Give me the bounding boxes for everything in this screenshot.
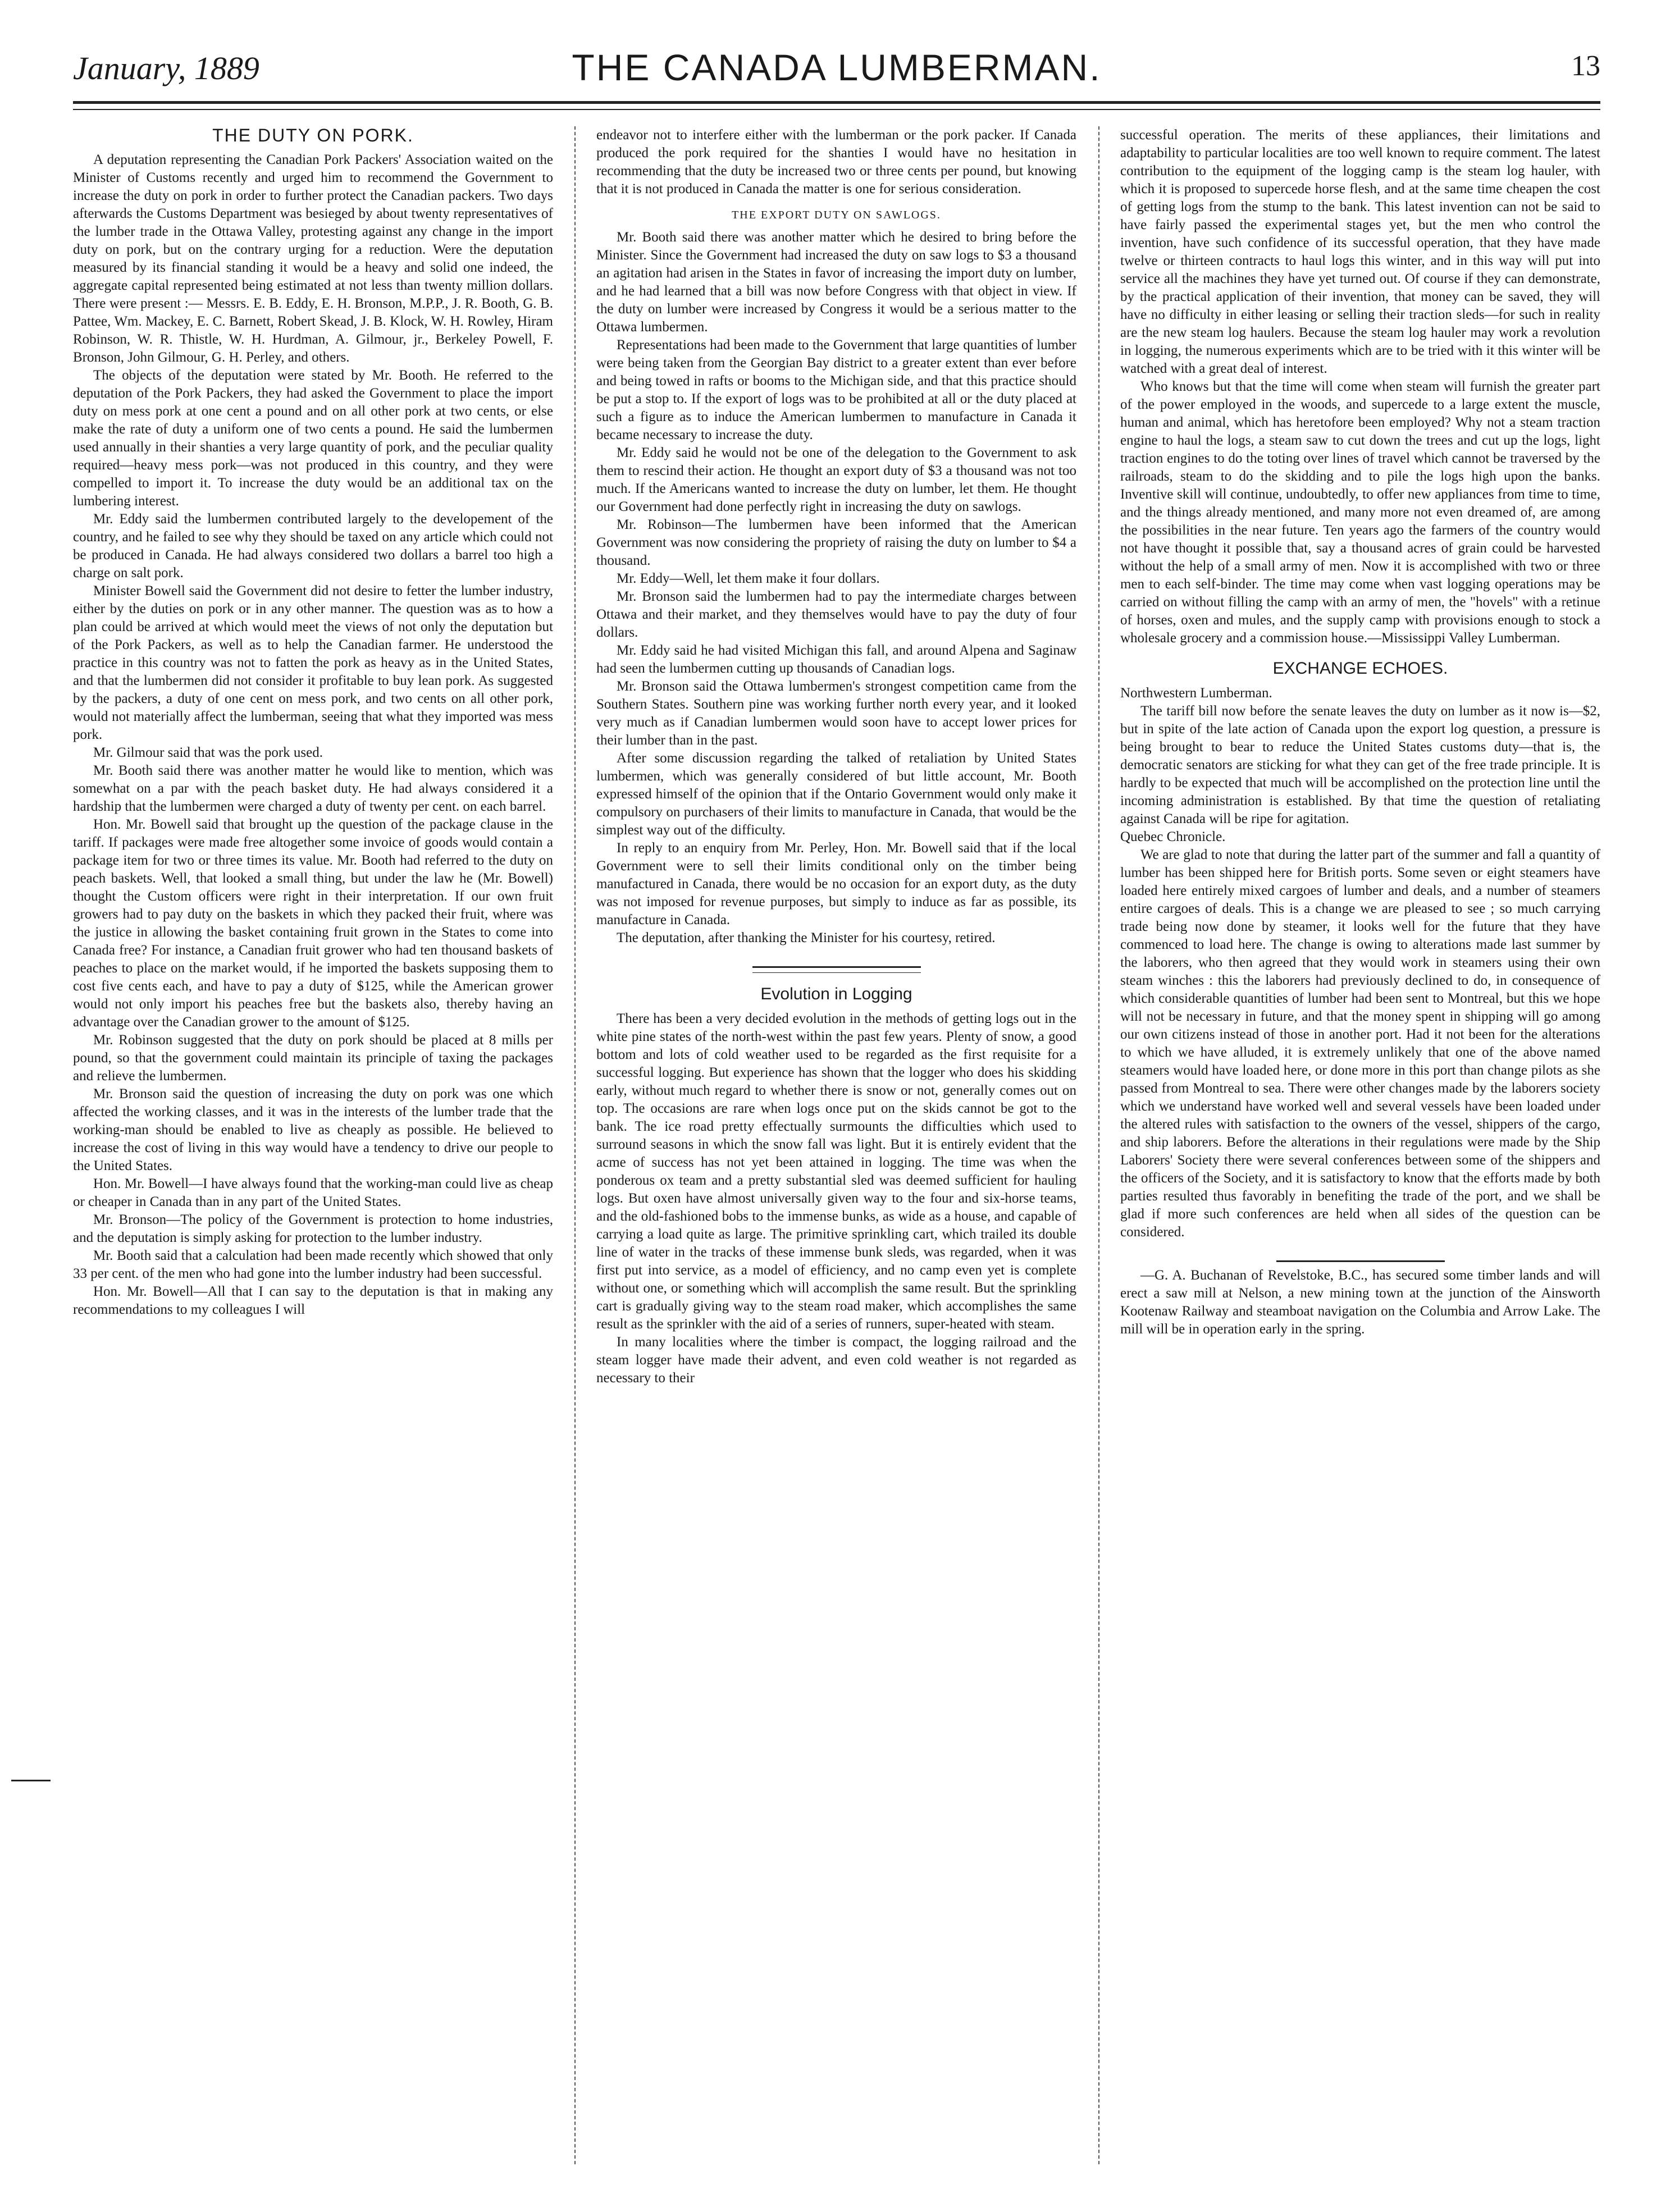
paragraph: Who knows but that the time will come when steam will furnish the greater part of the power employed in the woods, and supercede to a large extent the muscle, human and animal, which has heretofore been employed? Why not a steam traction engine to haul the logs, a steam saw to cut down the trees and cut up the logs, light traction engines to do the toting over lines of travel which cannot be traversed by the railroads, steam to do the skidding and to pile the logs high upon the banks. Inventive skill will continue, undoubtedly, to offer new appliances from time to time, and the things already mentioned, and many more not even dreamed of, are among the possibilities in the near future. Ten years ago the farmers of the country would not have thought it possible that, say a thousand acres of grain could be harvested without the help of a small army of men. Now it is accomplished with two or three men to each self-binder. The time may come when vast logging operations may be carried on without filling the camp with an army of men, the "hovels" with a retinue of horses, oxen and mules, and the supply camp with provisions enough to stock a wholesale grocery and a commission house.—Mississippi Valley Lumberman. (1120, 379, 1600, 646)
paragraph: Mr. Eddy said the lumbermen contributed largely to the developement of the country, and he failed to see why they should be taxed on any article which could not be produced in Canada. He had always considered two dollars a barrel too high a charge on salt pork. (73, 511, 553, 581)
column-separator (1098, 126, 1099, 2164)
paragraph: The objects of the deputation were stated by Mr. Booth. He referred to the deputation of the Pork Packers, they had asked the Government to place the import duty on mess pork at one cent a pound and on all other pork at two cents, or else make the rate of duty a uniform one of two cents a pound. He said the lumbermen used annually in their shanties a very large quantity of pork, and the peculiar quality required—heavy mess pork—was not produced in this country, and they were compelled to import it. To increase the duty would be an additional tax on the lumbering interest. (73, 368, 553, 509)
paragraph: Mr. Eddy said he would not be one of the delegation to the Government to ask them to rescind their action. He thought an export duty of $3 a thousand was not too much. If the Americans wanted to increase the duty on lumber, let them. He thought our Government had done perfectly right in increasing the duty on sawlogs. (596, 445, 1076, 514)
paragraph: Mr. Bronson said the Ottawa lumbermen's strongest competition came from the Southern States. Southern pine was working further north every year, and it looked very much as if Canadian lumbermen would soon have to accept lower prices for their lumber than in the past. (596, 679, 1076, 748)
column-1 (73, 126, 553, 2170)
article-heading-exchange-echoes: EXCHANGE ECHOES. (1272, 659, 1448, 678)
paragraph: Hon. Mr. Bowell—I have always found that the working-man could live as cheap or cheaper in Canada than in any part of the United States. (73, 1176, 553, 1209)
paragraph: Mr. Bronson said the lumbermen had to pay the intermediate charges between Ottawa and their market, and they themselves would have to pay the duty of four dollars. (596, 589, 1076, 640)
paragraph: We are glad to note that during the latter part of the summer and fall a quantity of lumber has been shipped here for British ports. Some seven or eight steamers have loaded here entirely mixed cargoes of lumber and deals, and a number of steamers entire cargoes of deals. This is a change we are pleased to see ; so much carrying trade being now done by steamer, it looks well for the future that they have commenced to load here. The change is owing to alterations made last summer by the laborers, who then agreed that they would work in steamers using their own steam winches : this the laborers had previously declined to do, in consequence of which considerable quantities of lumber had been sent to Montreal, but this we hope will not be necessary in future, and that the money spent in shipping will go among our own citizens instead of those in another port. Had it not been for the alterations to which we have alluded, it is extremely unlikely that one of the above named steamers would have loaded here, or done more in this port than change pilots as she passed from Montreal to sea. There were other changes made by the laborers society which we understand have worked well and several vessels have been loaded under the altered rules with satisfaction to the owners of the vessel, shippers of the cargo, and ship laborers. Before the alterations in their regulations were made by the Ship Laborers' Society there were several conferences between some of the shippers and the officers of the Society, and it is satisfactory to know that the efforts made by both parties resulted thus favorably in benefiting the trade of the port, and we shall be glad if more such conferences are held when all sides of the question can be considered. (1120, 847, 1600, 1240)
paragraph: Hon. Mr. Bowell said that brought up the question of the package clause in the tariff. If packages were made free altogether some invoice of goods would contain a package item for two or three times its value. Mr. Booth had referred to the duty on peach baskets. Well, that looked a small thing, but under the law he (Mr. Bowell) thought the Custom officers were right in their interpretation. If our own fruit growers had to pay duty on the baskets in which they packed their fruit, where was the justice in allowing the basket containing fruit grown in the States to come into Canada free? For instance, a Canadian fruit grower who had ten thousand baskets of peaches to place on the market would, if he imported the baskets supposing them to cost five cents each, and have to pay a duty of $125, while the American grower would not only import his peaches free but the baskets also, thereby having an advantage over the Canadian grower to the amount of $125. (73, 817, 553, 1030)
paragraph: Mr. Gilmour said that was the pork used. (93, 745, 323, 760)
news-note: —G. A. Buchanan of Revelstoke, B.C., has secured some timber lands and will erect a saw mill at Nelson, a new mining town at the junction of the Ainsworth Kootenaw Railway and steamboat navigation on the Columbia and Arrow Lake. The mill will be in operation early in the spring. (1120, 1268, 1600, 1337)
issue-date: January, 1889 (73, 50, 259, 86)
section-rule (752, 966, 921, 968)
masthead-rule-thin (73, 109, 1600, 110)
paragraph: Mr. Booth said that a calculation had been made recently which showed that only 33 per cent. of the men who had gone into the lumber industry had been successful. (73, 1248, 553, 1281)
section-rule (1276, 1260, 1445, 1262)
paragraph: Minister Bowell said the Government did not desire to fetter the lumber industry, either by the duties on pork or in any other manner. The question was as to how a plan could be arrived at which would meet the views of not only the deputation but of the Pork Packers, as well as to help the Canadian farmer. He understood the practice in this country was not to fatten the pork as heavy as in the United States, and that the lumbermen did not consider it profitable to buy lean pork. As suggested by the packers, a duty of one cent on mess pork, and two cents on all other pork, would not materially affect the lumberman, seeing that what they imported was mess pork. (73, 583, 553, 742)
masthead-rule-thick (73, 101, 1600, 104)
paragraph: Mr. Robinson—The lumbermen have been informed that the American Government was now considering the propriety of raising the duty on lumber to $4 a thousand. (596, 517, 1076, 568)
paragraph-continued: successful operation. The merits of these appliances, their limitations and adaptability to particular localities are too well known to require comment. The latest contribution to the equipment of the logging camp is the steam log hauler, with which it is proposed to supercede horse flesh, and at the same time cheapen the cost of getting logs from the stump to the bank. This latest invention can not be said to have fairly passed the experimental stages yet, but the men who control the invention, have such confidence of its successful operation, that they have made twelve or thirteen contracts to haul logs this winter, and in this way will put into service all the machines they have yet turned out. Of course if they can demonstrate, by the practical application of their invention, that money can be saved, they will have no difficulty in either leasing or selling their traction sleds—for such in reality are the new steam log haulers. Because the steam log hauler may work a revolution in logging, the numerous experiments which are to be tried with it this winter will be watched with a great deal of interest. (1120, 127, 1600, 376)
paragraph: Mr. Bronson said the question of increasing the duty on pork was one which affected the working classes, and it was in the interests of the lumber trade that the working-man should be enabled to live as cheaply as possible. He believed to increase the cost of living in this way would have a tendency to drive our people to the United States. (73, 1086, 553, 1173)
paragraph: Mr. Booth said there was another matter he would like to mention, which was somewhat on a par with the peach basket duty. He had always considered it a hardship that the lumbermen were charged a duty of twenty per cent. on each barrel. (73, 763, 553, 814)
paragraph: After some discussion regarding the talked of retaliation by United States lumbermen, which was generally considered of but little account, Mr. Booth expressed himself of the opinion that if the Ontario Government would only make it compulsory on purchasers of their limits to manufacture in Canada, that would be the simplest way out of the difficulty. (596, 751, 1076, 838)
column-3 (1120, 126, 1600, 2170)
section-rule (752, 972, 921, 973)
paragraph: A deputation representing the Canadian Pork Packers' Association waited on the Minister of Customs recently and urged him to recommend the Government to increase the duty on pork in order to further protect the Canadian packers. Two days afterwards the Customs Department was besieged by about twenty representatives of the lumber trade in the Ottawa Valley, protesting against any change in the import duty on pork, but on the contrary urging for a reduction. Were the deputation measured by its financial standing it would be a heavy and solid one indeed, the aggregate capital represented being estimated at not less than twenty million dollars. There were present :— Messrs. E. B. Eddy, E. H. Bronson, M.P.P., J. R. Booth, G. B. Pattee, Wm. Mackey, E. C. Barnett, Robert Skead, J. B. Klock, W. H. Rowley, Hiram Robinson, W. R. Thistle, W. H. Hurdman, A. Gilmour, jr., Berkeley Powell, F. Bronson, John Gilmour, G. H. Perley, and others. (73, 152, 553, 365)
source-name: Quebec Chronicle. (1120, 829, 1226, 844)
paragraph: In reply to an enquiry from Mr. Perley, Hon. Mr. Bowell said that if the local Government were to sell their limits conditional only on the timber being manufactured in Canada, there would be no occasion for an export duty, as the duty was not imposed for revenue purposes, but simply to induce as far as possible, its manufacture in Canada. (596, 840, 1076, 927)
source-name: Northwestern Lumberman. (1120, 685, 1272, 701)
publication-title: THE CANADA LUMBERMAN. (572, 47, 1102, 88)
paragraph-continued: endeavor not to interfere either with the lumberman or the pork packer. If Canada produced the pork required for the shanties I would have no hesitation in recommending that the duty be increased two or three cents per pound, but knowing that it is not produced in Canada the matter is one for serious consideration. (596, 127, 1076, 196)
subheading-export-duty: THE EXPORT DUTY ON SAWLOGS. (732, 209, 941, 221)
paragraph: Representations had been made to the Government that large quantities of lumber were being taken from the Georgian Bay district to a greater extent than ever before and being towed in rafts or booms to the Michigan side, and that this practice should be put a stop to. If the export of logs was to be prohibited at all or the duty placed at such a figure as to induce the American lumbermen to manufacture in Canada it became necessary to increase the duty. (596, 337, 1076, 442)
column-separator (574, 126, 576, 2164)
paragraph: Mr. Eddy—Well, let them make it four dollars. (617, 571, 880, 586)
newspaper-page (73, 34, 1600, 2178)
article-heading-duty-on-pork: THE DUTY ON PORK. (212, 126, 414, 145)
paragraph: Mr. Robinson suggested that the duty on pork should be placed at 8 mills per pound, so that the government could maintain its principle of taxing the packages and relieve the lumbermen. (73, 1032, 553, 1084)
paragraph: There has been a very decided evolution in the methods of getting logs out in the white pine states of the north-west within the past few years. Plenty of snow, a good bottom and lots of cold weather used to be regarded as the first requisite for a successful logging. But experience has shown that the logger who does his skidding early, without much regard to whether there is snow or not, generally comes out on top. The occasions are rare when logs once put on the skids cannot be got to the bank. The ice road pretty effectually surmounts the difficulties which used to surround seasons in which the snow fall was light. But it is entirely evident that the acme of success has not yet been attained in logging. The time was when the ponderous ox team and a pretty substantial sled was deemed sufficient for hauling logs. But oxen have almost universally given way to the four and six-horse teams, and the old-fashioned bobs to the immense bunks, as wide as a house, and capable of carrying a load quite as large. The primitive sprinkling cart, which trailed its double line of water in the tracks of these immense bunk sleds, was regarded, when it was first put into service, as a model of efficiency, and no camp even yet is complete without one, or something which will accomplish the same result. But the sprinkling cart is gradually giving way to the steam road maker, which accomplishes the same result as the sprinkler with the aid of a series of runners, super-heated with steam. (596, 1011, 1076, 1332)
paragraph: Hon. Mr. Bowell—All that I can say to the deputation is that in making any recommendations to my colleagues I will (73, 1284, 553, 1317)
masthead (73, 34, 1600, 101)
paragraph: Mr. Eddy said he had visited Michigan this fall, and around Alpena and Saginaw had seen the lumbermen cutting up thousands of Canadian logs. (596, 643, 1076, 676)
paragraph: Mr. Bronson—The policy of the Government is protection to home industries, and the deputation is simply asking for protection to the lumber industry. (73, 1212, 553, 1245)
column-2 (596, 126, 1076, 2170)
page-number: 13 (1571, 50, 1600, 82)
article-heading-evolution-in-logging: Evolution in Logging (760, 985, 912, 1003)
paragraph: The deputation, after thanking the Minister for his courtesy, retired. (617, 930, 996, 945)
paragraph: The tariff bill now before the senate leaves the duty on lumber as it now is—$2, but in spite of the late action of Canada upon the export log question, a pressure is being brought to bear to reduce the United States customs duty—that is, the democratic senators are sticking for what they can get of the free trade principle. It is hardly to be expected that much will be accomplished on the protection line until the incoming administration is established. By that time the question of retaliating against Canada will be ripe for agitation. (1120, 703, 1600, 826)
paragraph: Mr. Booth said there was another matter which he desired to bring before the Minister. Since the Government had increased the duty on saw logs to $3 a thousand an agitation had arisen in the States in favor of increasing the import duty on lumber, and he had learned that a bill was now before Congress with that object in view. If the duty on lumber were increased by Congress it would be a serious matter to the Ottawa lumbermen. (596, 230, 1076, 335)
margin-mark (11, 1780, 51, 1781)
paragraph: In many localities where the timber is compact, the logging railroad and the steam logger have made their advent, and even cold weather is not regarded as necessary to their (596, 1334, 1076, 1386)
